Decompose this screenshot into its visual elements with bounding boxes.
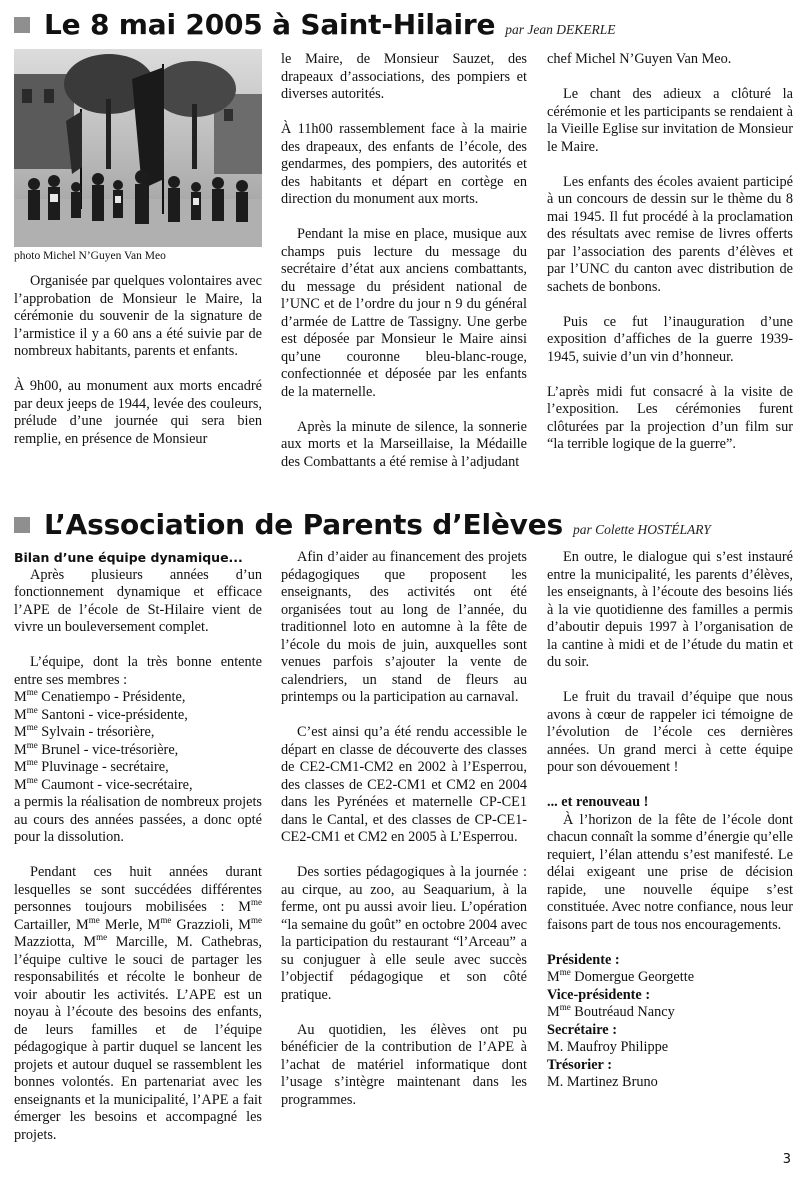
article-byline: par Colette HOSTÉLARY — [572, 522, 711, 537]
paragraph: Pendant la mise en place, musique aux champs puis lecture du message du secrétaire d’état aux anciens combattants, du message du président national de l’UNC et de l’ordre du jour n 9 du général d’armée de Lattre de Tassigny. Une gerbe est déposée par Monsieur le Maire ainsi qu’une couronne bleu-blanc-rouge, confectionnée et déposée par les enfants de la maternelle. — [281, 226, 527, 400]
article1-column-3 — [547, 51, 793, 471]
paragraph: L’après midi fut consacré à la visite de l’exposition. Les cérémonies furent clôturées par la projection d’un film sur “la terrible logique de la guerre”. — [547, 383, 793, 452]
role-holder: $M^{me}$ Boutréaud Nancy — [547, 1002, 675, 1020]
paragraph: Le fruit du travail d’équipe que nous avons à cœur de rappeler ici témoigne de l’évolution de l’école ces dernières années. Un grand merci à cette équipe pour son dévouement ! — [547, 689, 793, 775]
role-label: Secrétaire : — [547, 1021, 617, 1038]
paragraph: Après la minute de silence, la sonnerie aux morts et la Marseillaise, la Médaille des Combattants a été remise à l’adjudant — [281, 418, 527, 470]
paragraph: Afin d’aider au financement des projets pédagogiques que proposent les enseignants, des activités ont été organisées tout au long de l’année, du traditionnel loto en automne à la fête de l’école du mois de juin, auxquelles sont venues parfois s’ajouter la vente de calendriers, un stand de fleurs au printemps ou la participation au carnaval. — [281, 549, 527, 705]
list-item: $M^{me}$ Brunel - vice-trésorière, — [14, 739, 179, 758]
paragraph: le Maire, de Monsieur Sauzet, des drapeaux d’associations, des pompiers et diverses autorités. — [281, 51, 527, 102]
article2-column-3 — [547, 549, 793, 1092]
paragraph: Puis ce fut l’inauguration d’une exposition d’affiches de la guerre 1939-1945, suivie d’un vin d’honneur. — [547, 313, 793, 365]
role-holder: M. Martinez Bruno — [547, 1074, 658, 1090]
paragraph: Au quotidien, les élèves ont pu bénéficier de la contribution de l’APE à l’achat de matériel informatique dont l’usage s’intègre maintenant dans les programmes. — [281, 1021, 527, 1108]
photo-caption: photo Michel N’Guyen Van Meo — [14, 250, 166, 262]
paragraph: Pendant ces huit années durant lesquelles se sont succédées différentes personnes toujours mobilisées : $M^{me}$ Cartailler, $M^{me}$ Merle, $M^{me}$ Grazzioli, $M^{me}$ Mazziotta, $M^{me}$ Marcille, M. Cathebras, l’équipe cultive le souci de partager les responsabilités et récolte le bonheur de voir aboutir les activités. L’APE est un noyau à l’écoute des besoins des enfants, de leurs familles et de l’équipe pédagogique à partir duquel se lancent les projets et autour duquel se rassemblent les bonnes volontés. En partenariat avec les enseignants et la municipalité, l’APE a fait émerger les besoins et accompagné les projets. — [14, 864, 262, 1143]
article2-column-1 — [14, 549, 262, 1162]
role-label: Trésorier : — [547, 1056, 612, 1073]
paragraph: C’est ainsi qu’a été rendu accessible le départ en classe de découverte des classes de CE2-CM1-CM2 en 2002 à l’Esperrou, des classes de CE2-CM1 et CM2 en 2004 dans les Pyrénées et maternelle CP-CE1 dans le Cantal, et des classes de CP-CE1-CE2-CM1 et CM2 en 2005 à L’Esperrou. — [281, 724, 527, 845]
subtitle: Bilan d’une équipe dynamique... — [14, 550, 243, 565]
list-item: $M^{me}$ Pluvinage - secrétaire, — [14, 757, 169, 775]
ceremony-photo — [14, 49, 262, 247]
paragraph: Le chant des adieux a clôturé la cérémonie et les participants se rendaient à la Vieille Eglise sur invitation de Monsieur le Maire. — [547, 86, 793, 155]
paragraph: À l’horizon de la fête de l’école dont chacun connaît la somme d’énergie qu’elle requiert, l’élan attendu s’est manifesté. Le délai exigeant une prise de décision rapide, une nouvelle équipe s’est constituée. Avec notre confiance, nous leur faisons part de tous nos encouragements. — [547, 811, 793, 933]
role-holder: M. Maufroy Philippe — [547, 1039, 669, 1055]
paragraph: Après plusieurs années d’un fonctionnement dynamique et efficace l’APE de l’école de St-Hilaire vient de vivre un bouleversement complet. — [14, 566, 262, 635]
article1-column-2 — [281, 51, 527, 489]
list-item: $M^{me}$ Sylvain - trésorière, — [14, 722, 155, 740]
new-board-list — [547, 952, 793, 1092]
bullet-square-icon — [14, 517, 30, 533]
paragraph: À 9h00, au monument aux morts encadré par deux jeeps de 1944, levée des couleurs, prélude d’une journée qui sera bien remplie, en présence de Monsieur — [14, 378, 262, 447]
paragraph: En outre, le dialogue qui s’est instauré entre la municipalité, les parents d’élèves, les enseignants, à l’écoute des besoins liés à la vie quotidienne des familles a permis d’aboutir depuis 1997 à l’organisation de la cantine à midi et de l’étude du matin et du soir. — [547, 549, 793, 670]
article-header — [14, 508, 711, 541]
list-item: $M^{me}$ Santoni - vice-présidente, — [14, 704, 188, 723]
member-list — [14, 689, 262, 794]
paragraph: À 11h00 rassemblement face à la mairie des drapeaux, des enfants de l’école, des gendarmes, des pompiers, des autorités et des habitants et départ en cortège en direction du monument aux morts. — [281, 121, 527, 207]
list-item: $M^{me}$ Cenatiempo - Présidente, — [14, 687, 186, 705]
paragraph: a permis la réalisation de nombreux projets au cours des années passées, a donc opté pour la dissolution. — [14, 794, 262, 845]
article-title: Le 8 mai 2005 à Saint-Hilaire — [44, 8, 496, 41]
role-label: Présidente : — [547, 951, 620, 968]
article-ape — [0, 505, 800, 1145]
article2-column-2 — [281, 549, 527, 1127]
article-header — [14, 8, 616, 41]
subtitle: ... et renouveau ! — [547, 794, 649, 810]
paragraph: chef Michel N’Guyen Van Meo. — [547, 51, 732, 67]
article-title: L’Association de Parents d’Elèves — [44, 508, 563, 541]
ceremony-photo-image — [14, 49, 262, 247]
paragraph: Organisée par quelques volontaires avec l’approbation de Monsieur le Maire, la cérémonie du souvenir de la signature de l’armistice il y a 60 ans a été suivie par de nombreux habitants, parents et enfants. — [14, 273, 262, 359]
bullet-square-icon — [14, 17, 30, 33]
list-item: $M^{me}$ Caumont - vice-secrétaire, — [14, 774, 193, 793]
article-byline: par Jean DEKERLE — [505, 22, 616, 37]
article1-column-1 — [14, 273, 262, 466]
page-number: 3 — [782, 1152, 791, 1167]
paragraph: L’équipe, dont la très bonne entente entre ses membres : — [14, 654, 262, 688]
role-holder: $M^{me}$ Domergue Georgette — [547, 967, 695, 985]
role-label: Vice-présidente : — [547, 986, 651, 1003]
article-8-mai — [0, 0, 800, 485]
paragraph: Les enfants des écoles avaient participé à un concours de dessin sur le thème du 8 mai 1945. Il fut procédé à la proclamation des résultats avec remise de livres offerts par l’association des parents d’élèves et par l’UNC du canton avec distribution de sachets de bonbons. — [547, 173, 793, 295]
paragraph: Des sorties pédagogiques à la journée : au cirque, au zoo, au Seaquarium, à la ferme, ont pu aussi avoir lieu. L’opération “la semaine du goût” en octobre 2004 avec la participation du restaurant “l’Arceau” a su conjuguer à elle seule avec succès l’objectif pédagogique et son côté pratique. — [281, 864, 527, 1003]
